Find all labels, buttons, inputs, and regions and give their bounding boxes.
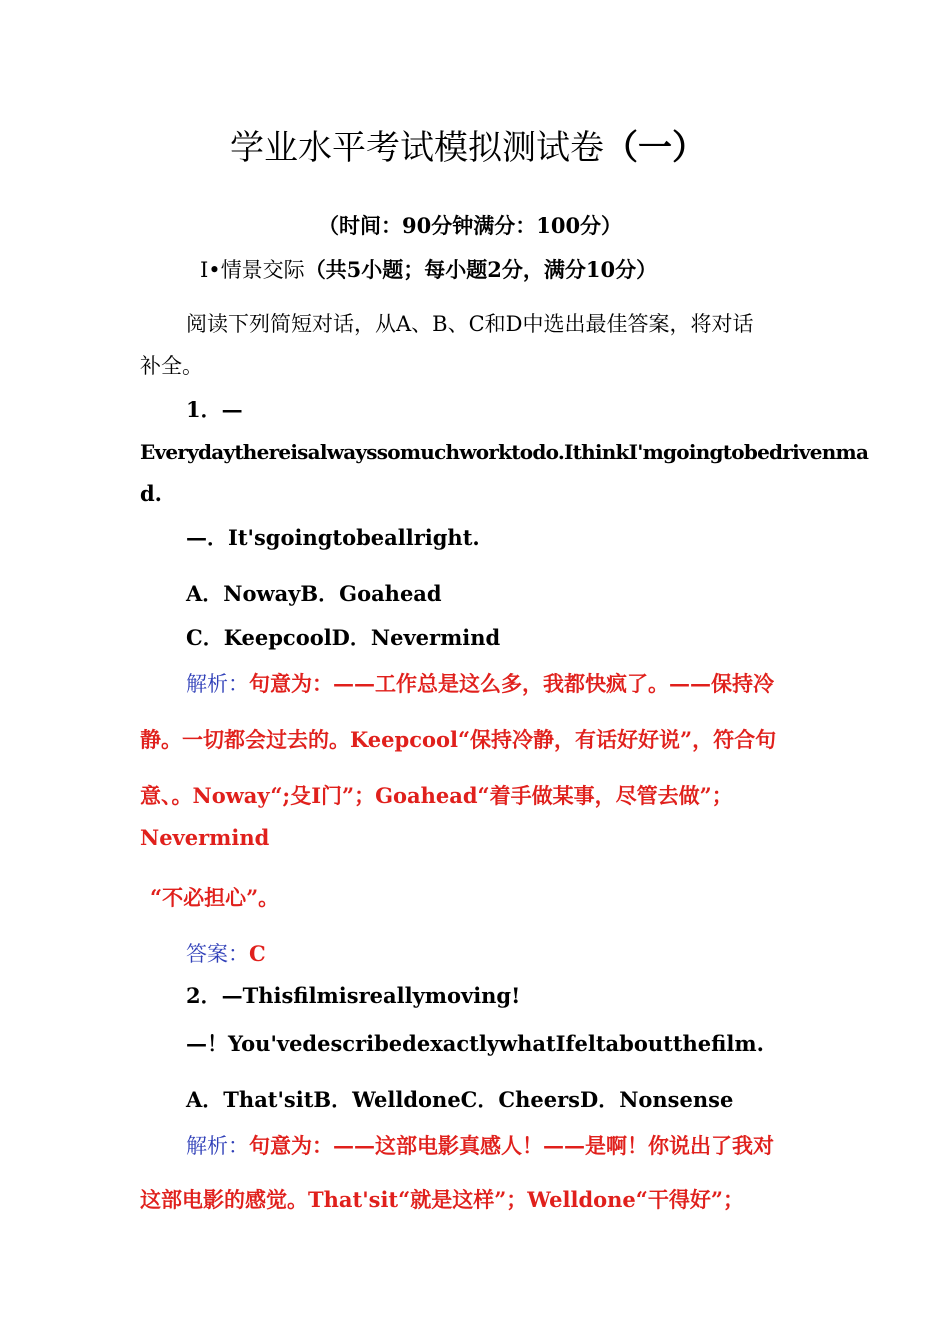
- q2-analysis-line-2: 这部电影的感觉。That'sit“就是这样”；Welldone“干得好”；: [140, 1187, 744, 1212]
- instructions-line-1: 阅读下列简短对话，从A、B、C和D中选出最佳答案，将对话: [186, 312, 754, 336]
- q1-analysis-line-2: 静。一切都会过去的。Keepcool“保持冷静，有话好好说”，符合句: [140, 727, 777, 752]
- q1-analysis-line-3: 意、。Noway“;殳I门”；Goahead“着手做某事，尽管去做”；: [140, 783, 733, 808]
- q1-analysis-line-1: [186, 670, 774, 698]
- q1-prompt-line-1: Everydaythereisalwayssomuchworktodo.IthinkI'mgoingtobedrivenma: [140, 440, 869, 464]
- q2-analysis-line-1: [186, 1132, 774, 1160]
- section-detail: （共5小题；每小题2分，满分10分）: [304, 257, 658, 282]
- page-title: [230, 126, 706, 170]
- q1-options-line-2: C．KeepcoolD．Nevermind: [186, 625, 501, 650]
- q1-analysis-line-4: Nevermind: [140, 825, 270, 850]
- time-info: （时间：90分钟满分：100分）: [318, 213, 623, 238]
- q1-options-line-1: A．NowayB．Goahead: [186, 581, 442, 606]
- q1-prompt-line-2: d.: [140, 481, 162, 506]
- q2-options: A．That'sitB．WelldoneC．CheersD．Nonsense: [186, 1087, 734, 1112]
- q1-answer: C: [249, 941, 266, 966]
- q1-analysis-line-5: “不必担心”。: [150, 885, 280, 910]
- title-paren: （一）: [604, 128, 706, 168]
- q2-analysis-text-1: 句意为：——这部电影真感人！——是啊！你说出了我对: [249, 1133, 774, 1158]
- q1-answer-label: 答案：: [186, 942, 249, 966]
- q2-reply: —！You'vedescribedexactlywhatIfeltaboutthefilm.: [186, 1031, 764, 1056]
- section-marker: I•: [200, 258, 221, 282]
- q1-number: 1．—: [186, 397, 243, 422]
- section-name: 情景交际: [220, 258, 305, 282]
- q1-reply: —．It'sgoingtobeallright.: [186, 525, 480, 550]
- section-heading: [200, 256, 657, 284]
- q1-analysis-label: 解析：: [186, 672, 249, 696]
- q2-prompt: 2．—Thisfilmisreallymoving!: [186, 983, 521, 1008]
- q1-answer-line: [186, 940, 266, 968]
- instructions-line-2: 补全。: [140, 354, 203, 378]
- q2-analysis-label: 解析：: [186, 1134, 249, 1158]
- title-main: 学业水平考试模拟测试卷: [230, 128, 604, 168]
- q1-analysis-text-1: 句意为：——工作总是这么多，我都快疯了。——保持冷: [249, 671, 774, 696]
